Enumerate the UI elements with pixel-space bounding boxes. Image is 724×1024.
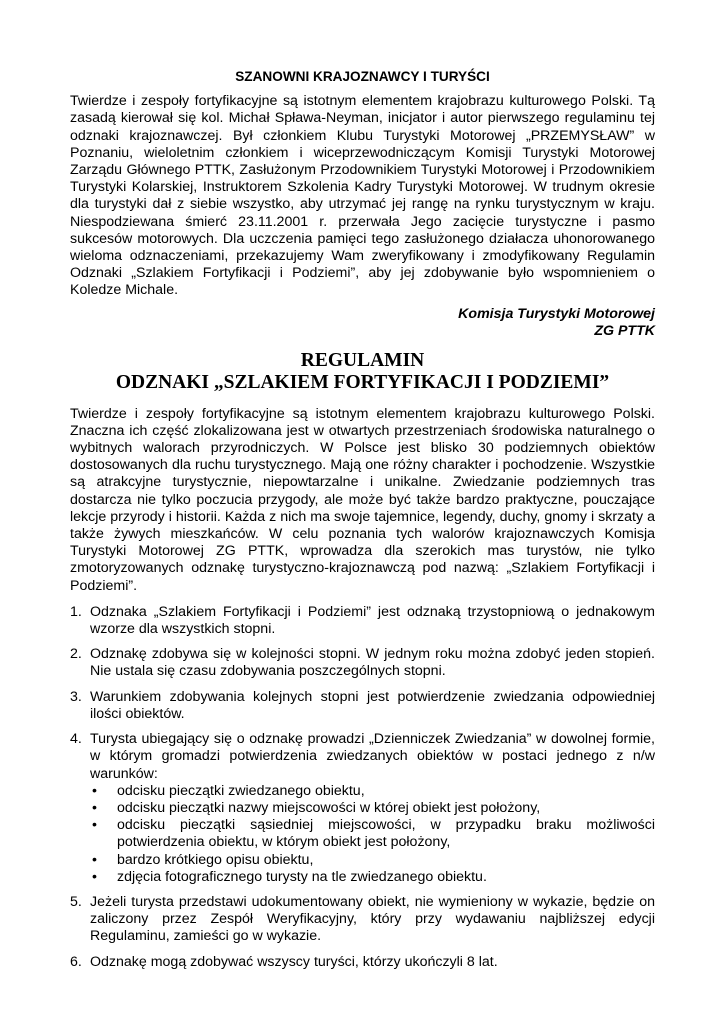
bullet-item [90, 869, 655, 886]
bullet-icon: • [92, 851, 97, 868]
bullet-text: zdjęcia fotograficznego turysty na tle zwiedzanego obiektu. [117, 868, 487, 885]
rule-item [70, 604, 655, 638]
bullet-icon: • [92, 868, 97, 885]
rule-number: 1. [70, 603, 82, 620]
header-title: SZANOWNI KRAJOZNAWCY I TURYŚCI [235, 69, 490, 84]
rule-number: 5. [70, 893, 82, 910]
bullet-text: odcisku pieczątki zwiedzanego obiektu, [117, 782, 365, 799]
rule-4-bullet-list [90, 783, 655, 886]
bullet-icon: • [92, 782, 97, 799]
rule-text: Odznakę zdobywa się w kolejności stopni. W jednym roku można zdobyć jeden stopień. Nie ustala się czasu zdobywania poszczególnych stopni. [90, 646, 655, 680]
rule-item [70, 731, 655, 886]
rule-item [70, 954, 655, 971]
rule-item [70, 689, 655, 723]
signature-line-1: Komisja Turystyki Motorowej [458, 305, 655, 322]
rule-text: Turysta ubiegający się o odznakę prowadzi „Dzienniczek Zwiedzania” w dowolnej formie, w którym gromadzi potwierdzenia zwiedzanych obiektów w postaci jednego z n/w warunków: [90, 731, 655, 782]
regulamin-title-line-2: ODZNAKI „SZLAKIEM FORTYFIKACJI I PODZIEMI” [115, 371, 610, 393]
document-page [70, 68, 655, 979]
rule-text: Warunkiem zdobywania kolejnych stopni jest potwierdzenie zwiedzania odpowiedniej ilości obiektów. [90, 688, 655, 722]
bullet-item [90, 783, 655, 800]
rules-list [70, 604, 655, 971]
bullet-text: bardzo krótkiego opisu obiektu, [117, 851, 314, 868]
rule-item [70, 646, 655, 680]
header-paragraph: Twierdze i zespoły fortyfikacyjne są istotnym elementem krajobrazu kulturowego Polski. Tą zasadą kierował się kol. Michał Spława-Neyman, inicjator i autor pierwszego regulaminu tej odznaki krajoznawczej. Był członkiem Klubu Turystyki Motorowej „PRZEMYSŁAW” w Poznaniu, wieloletnim członkiem i wiceprzewodniczącym Komisji Turystyki Motorowej Zarządu Głównego PTTK, Zasłużonym Przodownikiem Turystyki Motorowej i Przodownikiem Turystyki Kolarskiej, Instruktorem Szkolenia Kadry Turystyki Motorowej. W trudnym okresie dla turystyki dał z siebie wszystko, aby utrzymać jej rangę na rynku turystycznym w kraju. Niespodziewana śmierć 23.11.2001 r. przerwała Jego zacięcie turystyczne i pasmo sukcesów motorowych. Dla uczczenia pamięci tego zasłużonego działacza uhonorowanego wieloma odznaczeniami, przekazujemy Wam zweryfikowany i zmodyfikowany Regulamin Odznaki „Szlakiem Fortyfikacji i Podziemi”, aby jej zdobywanie było wspomnieniem o Koledze Michale. [70, 93, 655, 299]
regulamin-title-line-1: REGULAMIN [300, 349, 425, 371]
bullet-item [90, 852, 655, 869]
bullet-icon: • [92, 817, 97, 834]
bullet-item [90, 817, 655, 851]
bullet-text: odcisku pieczątki sąsiedniej miejscowości, w przypadku braku możliwości potwierdzenia obiektu, w którym obiekt jest położony, [117, 817, 655, 851]
regulamin-intro: Twierdze i zespoły fortyfikacyjne są istotnym elementem krajobrazu kulturowego Polski. Znaczna ich część zlokalizowana jest w otwartych przestrzeniach środowiska naturalnego o wybitnych walorach przyrodniczych. W Polsce jest blisko 30 podziemnych obiektów dostosowanych dla ruchu turystycznego. Mają one różny charakter i pochodzenie. Wszystkie są atrakcyjne turystycznie, niepowtarzalne i unikalne. Zwiedzanie podziemnych tras dostarcza nie tylko poczucia przygody, ale może być także bardzo praktyczne, pouczające lekcje przyrody i historii. Każda z nich ma swoje tajemnice, legendy, duchy, gnomy i skrzaty a także żywych mieszkańców. W celu poznania tych walorów krajoznawczych Komisja Turystyki Motorowej ZG PTTK, wprowadza dla szerokich mas turystów, nie tylko zmotoryzowanych odznakę turystyczno-krajoznawczą pod nazwą: „Szlakiem Fortyfikacji i Podziemi”. [70, 405, 655, 594]
rule-number: 6. [70, 953, 82, 970]
bullet-icon: • [92, 799, 97, 816]
signature [70, 306, 655, 340]
rule-number: 3. [70, 688, 82, 705]
rule-text: Odznakę mogą zdobywać wszyscy turyści, którzy ukończyli 8 lat. [90, 953, 498, 970]
signature-line-2: ZG PTTK [594, 322, 655, 339]
regulamin-title [70, 350, 655, 394]
bullet-item [90, 800, 655, 817]
rule-number: 2. [70, 646, 82, 663]
rule-number: 4. [70, 731, 82, 748]
bullet-text: odcisku pieczątki nazwy miejscowości w której obiekt jest położony, [117, 799, 541, 816]
rule-text: Odznaka „Szlakiem Fortyfikacji i Podziemi” jest odznaką trzystopniową o jednakowym wzorze dla wszystkich stopni. [90, 603, 655, 638]
rule-item [70, 894, 655, 946]
rule-text: Jeżeli turysta przedstawi udokumentowany obiekt, nie wymieniony w wykazie, będzie on zaliczony przez Zespół Weryfikacyjny, który przy wydawaniu najbliższej edycji Regulaminu, zamieści go w wykazie. [90, 893, 655, 945]
